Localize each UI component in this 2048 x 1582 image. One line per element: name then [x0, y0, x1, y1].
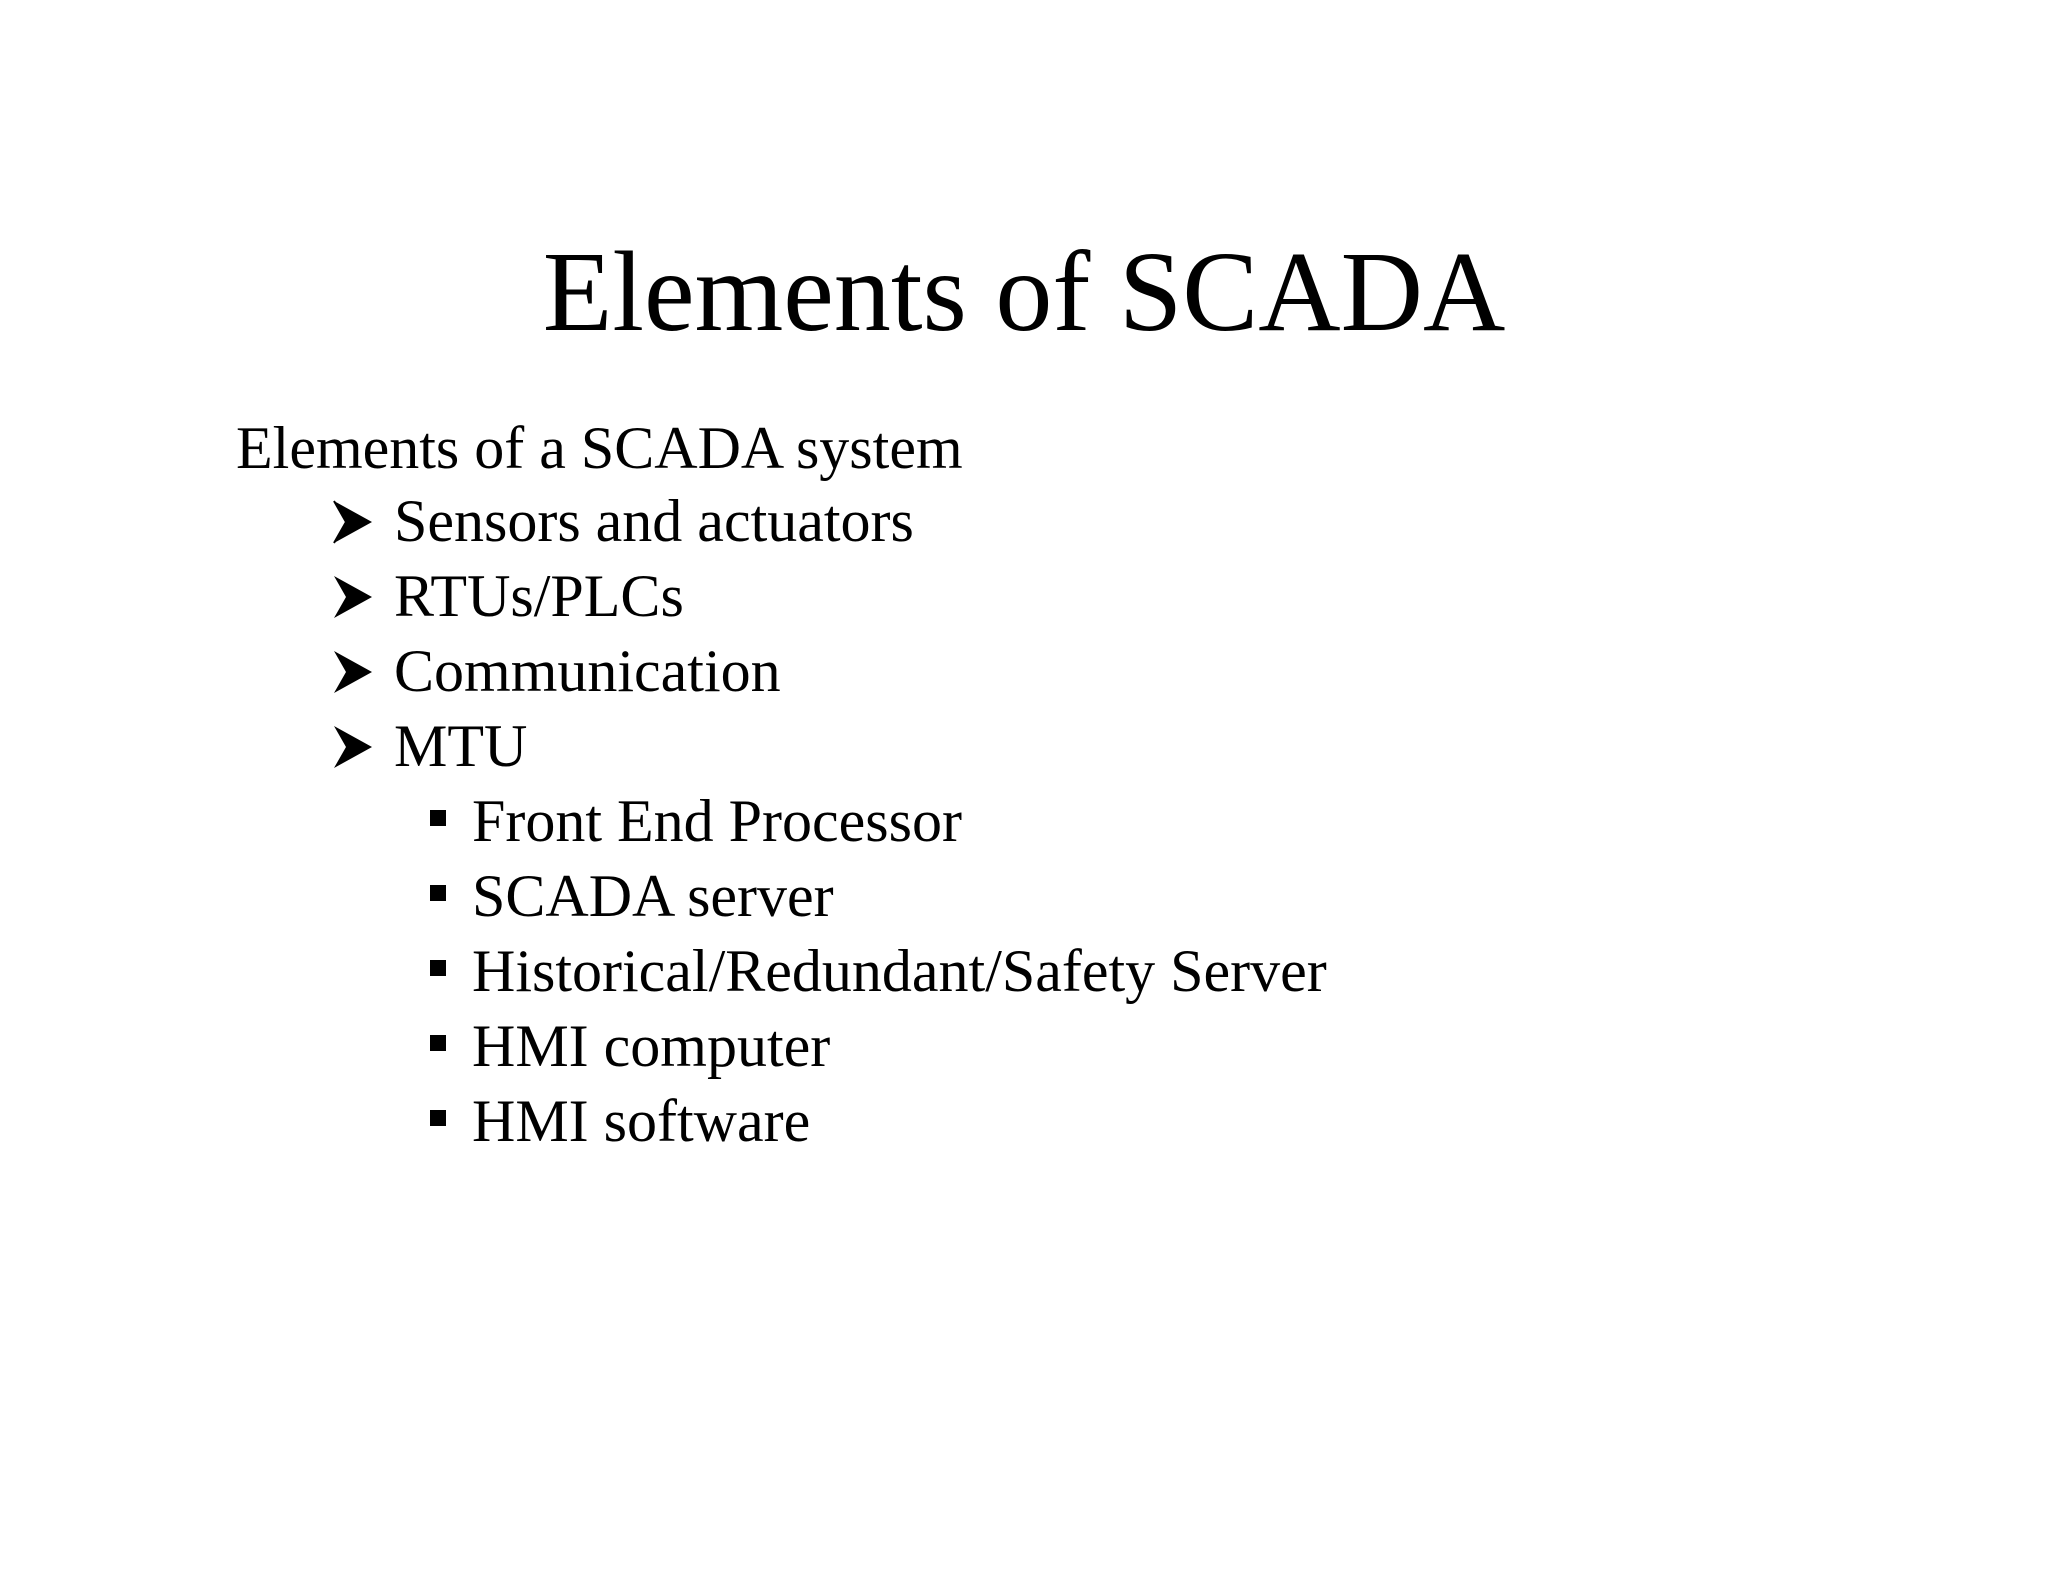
list-item-label: SCADA server [472, 863, 834, 929]
arrow-bullet-icon [332, 497, 376, 547]
square-bullet-icon [430, 960, 446, 976]
arrow-bullet-icon [332, 647, 376, 697]
list-item [332, 634, 914, 709]
square-bullet-icon [430, 1035, 446, 1051]
slide-title: Elements of SCADA [542, 228, 1506, 355]
square-bullet-icon [430, 885, 446, 901]
square-bullet-icon [430, 1110, 446, 1126]
arrow-bullet-icon [332, 722, 376, 772]
level2-bullet-list [428, 784, 1327, 1159]
list-item [332, 484, 914, 559]
list-item-label: MTU [394, 713, 528, 779]
square-bullet-icon [430, 810, 446, 826]
list-item-label: RTUs/PLCs [394, 563, 684, 629]
list-item [428, 1084, 1327, 1159]
list-item [332, 709, 914, 784]
level1-bullet-list [332, 484, 914, 784]
list-item-label: HMI computer [472, 1013, 831, 1079]
list-item-label: HMI software [472, 1088, 811, 1154]
list-item [428, 934, 1327, 1009]
list-item-label: Front End Processor [472, 788, 962, 854]
list-item [428, 859, 1327, 934]
arrow-bullet-icon [332, 572, 376, 622]
list-item [428, 784, 1327, 859]
list-item-label: Sensors and actuators [394, 488, 914, 554]
list-item [428, 1009, 1327, 1084]
intro-text: Elements of a SCADA system [236, 415, 963, 481]
list-item [332, 559, 914, 634]
list-item-label: Historical/Redundant/Safety Server [472, 938, 1327, 1004]
list-item-label: Communication [394, 638, 781, 704]
